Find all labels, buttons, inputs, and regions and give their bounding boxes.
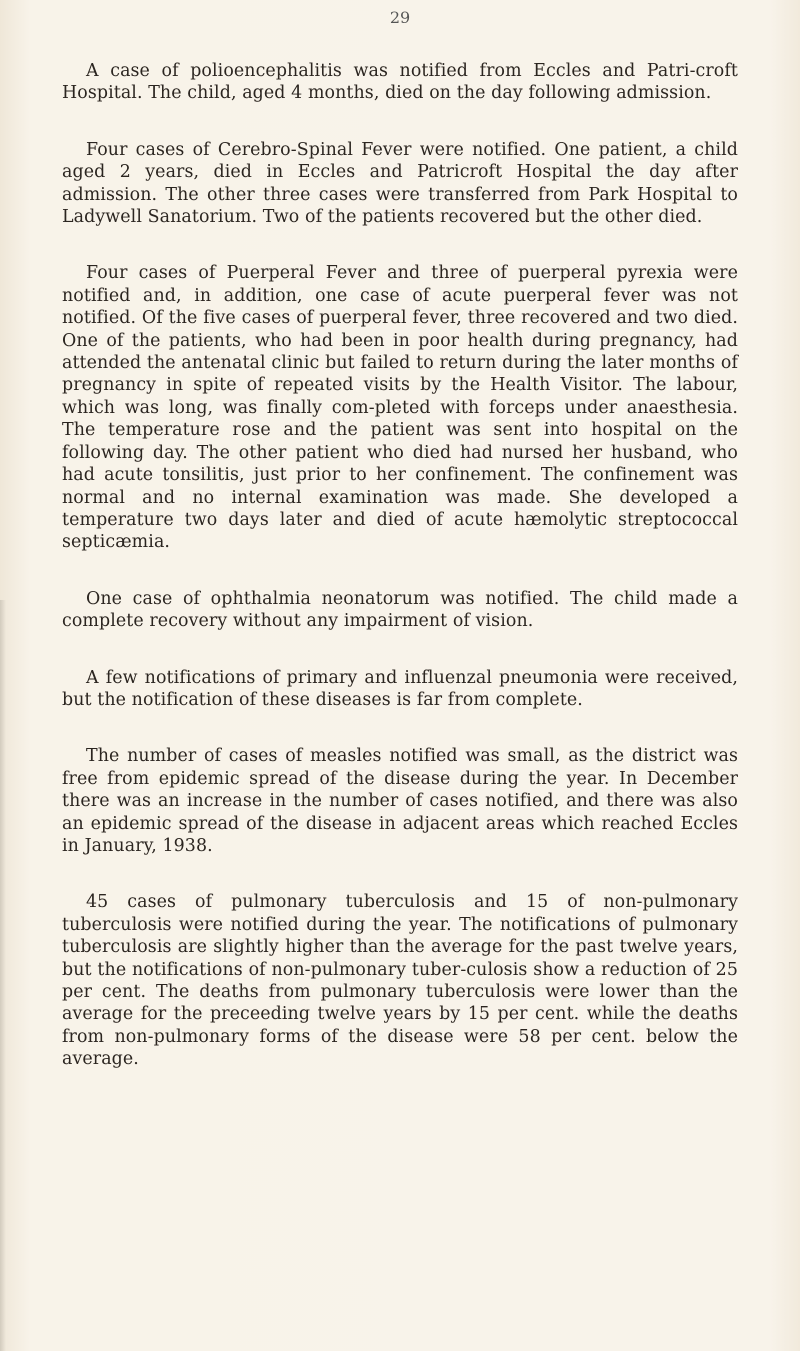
- page-number: 29: [389, 8, 411, 27]
- page-edge-shadow: [0, 600, 6, 1351]
- paragraph-pneumonia: A few notifications of primary and influenzal pneumonia were received, but the notification of these diseases is far from complete.: [62, 667, 738, 710]
- paragraph-tuberculosis: 45 cases of pulmonary tuberculosis and 15 of non-pulmonary tuberculosis were notified during the year. The notifications of pulmonary tuberculosis are slightly higher than the average for the past twelve years, but the notifications of non-pulmonary tuber-culosis show a reduction of 25 per cent. The deaths from pulmonary tuberculosis were lower than the average for the preceeding twelve years by 15 per cent. while the deaths from non-pulmonary forms of the disease were 58 per cent. below the average.: [62, 892, 738, 1070]
- paragraph-cerebro-spinal-fever: Four cases of Cerebro-Spinal Fever were notified. One patient, a child aged 2 years, died in Eccles and Patricroft Hospital the day after admission. The other three cases were transferred from Park Hospital to Ladywell Sanatorium. Two of the patients recovered but the other died.: [62, 139, 738, 228]
- paragraph-measles: The number of cases of measles notified was small, as the district was free from epidemic spread of the disease during the year. In December there was an increase in the number of cases notified, and there was also an epidemic spread of the disease in adjacent areas which reached Eccles in January, 1938.: [62, 746, 738, 856]
- paragraph-ophthalmia-neonatorum: One case of ophthalmia neonatorum was notified. The child made a complete recovery without any impairment of vision.: [62, 588, 738, 632]
- paragraph-polioencephalitis: A case of polioencephalitis was notified from Eccles and Patri-croft Hospital. The child, aged 4 months, died on the day following admission.: [62, 61, 738, 104]
- paragraph-puerperal-fever: Four cases of Puerperal Fever and three of puerperal pyrexia were notified and, in addition, one case of acute puerperal fever was not notified. Of the five cases of puerperal fever, three recovered and two died. One of the patients, who had been in poor health during pregnancy, had attended the antenatal clinic but failed to return during the later months of pregnancy in spite of repeated visits by the Health Visitor. The labour, which was long, was finally com-pleted with forceps under anaesthesia. The temperature rose and the patient was sent into hospital on the following day. The other patient who died had nursed her husband, who had acute tonsilitis, just prior to her confinement. The confinement was normal and no internal examination was made. She developed a temperature two days later and died of acute hæmolytic streptococcal septicæmia.: [62, 263, 738, 553]
- body-text: [62, 60, 738, 1105]
